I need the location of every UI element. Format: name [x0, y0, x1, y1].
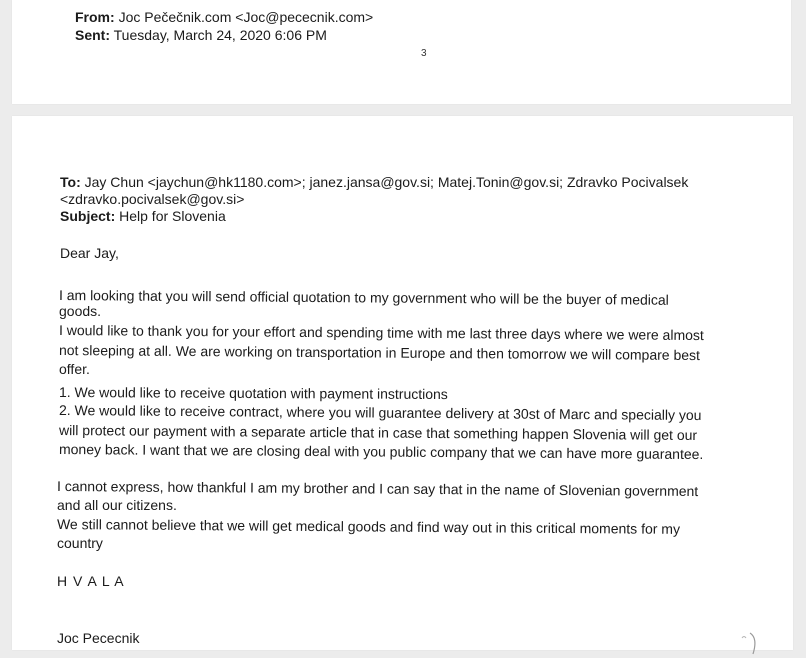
from-value: Joc Pečečnik.com <Joc@pececnik.com>	[118, 9, 374, 25]
to-line	[60, 173, 688, 191]
subject-line	[60, 207, 226, 225]
signature: Joc Pececnik	[57, 630, 140, 646]
subject-value: Help for Slovenia	[119, 208, 226, 224]
body-line: We still cannot believe that we will get medical goods and find way out in this critical moments for my	[56, 516, 681, 537]
email-page	[12, 116, 793, 650]
sent-label: Sent:	[75, 27, 110, 43]
to-value: Jay Chun <jaychun@hk1180.com>; janez.jansa@gov.si; Matej.Tonin@gov.si; Zdravko Pocivalsek	[84, 174, 689, 190]
page-number: 3	[421, 48, 427, 59]
body-line: will protect our payment with a separate article that in case that something happen Slovenia will get our	[58, 422, 698, 444]
from-line	[75, 8, 373, 26]
body-line: and all our citizens.	[57, 497, 177, 513]
body-line: 1. We would like to receive quotation with payment instructions	[58, 384, 448, 403]
handwritten-mark-icon	[740, 632, 762, 658]
body-line: I am looking that you will send official quotation to my government who will be the buyer of medical	[58, 287, 669, 308]
body-line: goods.	[59, 303, 102, 319]
body-line: offer.	[59, 361, 90, 377]
subject-label: Subject:	[60, 208, 116, 224]
sent-value: Tuesday, March 24, 2020 6:06 PM	[113, 27, 327, 43]
body-line: I cannot express, how thankful I am my brother and I can say that in the name of Slovenian government	[56, 478, 699, 500]
to-continuation: <zdravko.pocivalsek@gov.si>	[60, 191, 245, 207]
closing: H V A L A	[57, 573, 125, 589]
body-line: I would like to thank you for your effort and spending time with me last three days where we were almost	[58, 322, 704, 344]
sent-line	[75, 26, 327, 44]
body-line: money back. I want that we are closing deal with you public company that we can have more guarantee.	[58, 441, 704, 463]
body-line: country	[57, 535, 103, 551]
to-label: To:	[60, 174, 81, 190]
from-label: From:	[75, 9, 115, 25]
body-line: not sleeping at all. We are working on transportation in Europe and then tomorrow we will compare best	[58, 342, 701, 364]
previous-page	[12, 0, 791, 104]
body-line: 2. We would like to receive contract, where you will guarantee delivery at 30st of Marc and specially you	[58, 402, 702, 424]
greeting: Dear Jay,	[60, 245, 119, 261]
